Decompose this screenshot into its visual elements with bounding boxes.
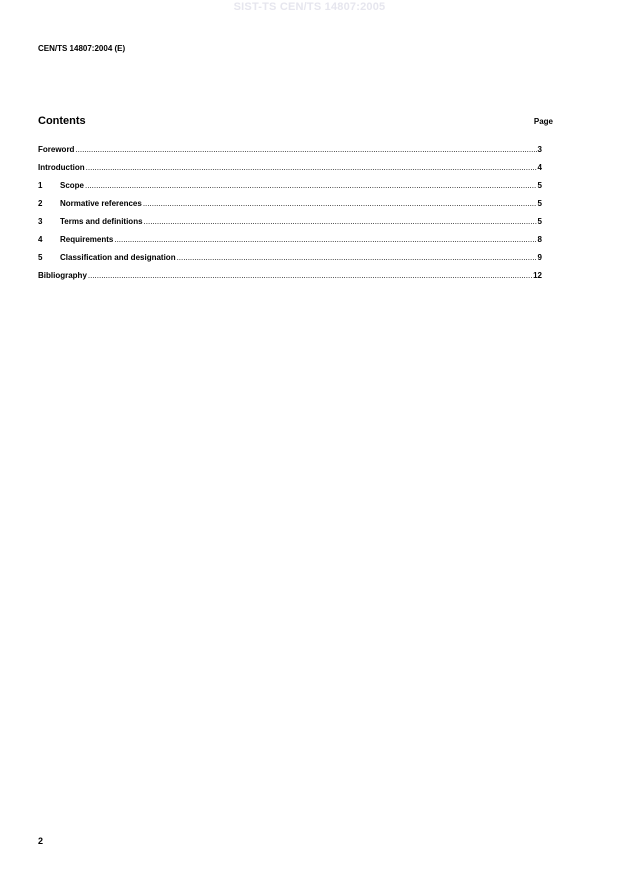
toc-entry-page: 12 [533,271,542,280]
toc-entry-title: Classification and designation [60,253,176,262]
dot-leader [143,199,537,208]
watermark: SIST-TS CEN/TS 14807:2005 [233,1,386,13]
dot-leader [177,253,537,262]
dot-leader [88,271,532,280]
toc-entry-number: 5 [38,253,43,262]
contents-header [38,115,553,131]
table-of-contents [38,136,542,280]
dot-leader [85,181,537,190]
toc-entry-page: 8 [537,235,542,244]
toc-entry-page: 3 [537,145,542,154]
toc-entry-scope[interactable] [38,172,542,190]
toc-entry-bibliography[interactable] [38,262,542,280]
toc-entry-title: Foreword [38,145,75,154]
toc-entry-classification-and-designation[interactable] [38,244,542,262]
toc-entry-normative-references[interactable] [38,190,542,208]
toc-entry-title: Bibliography [38,271,87,280]
toc-entry-title: Requirements [60,235,114,244]
toc-entry-number: 2 [38,199,43,208]
toc-entry-page: 5 [537,199,542,208]
page-number: 2 [38,836,44,846]
toc-entry-title: Scope [60,181,85,190]
toc-entry-page: 9 [537,253,542,262]
dot-leader [144,217,537,226]
toc-entry-introduction[interactable] [38,154,542,172]
toc-entry-number: 3 [38,217,43,226]
toc-entry-page: 5 [537,181,542,190]
dot-leader [75,145,536,154]
dot-leader [86,163,537,172]
toc-entry-requirements[interactable] [38,226,542,244]
page-column-label: Page [533,117,553,126]
dot-leader [114,235,536,244]
toc-entry-number: 1 [38,181,43,190]
toc-entry-page: 5 [537,217,542,226]
toc-entry-title: Terms and definitions [60,217,143,226]
toc-entry-title: Normative references [60,199,142,208]
toc-entry-title: Introduction [38,163,85,172]
toc-entry-number: 4 [38,235,43,244]
toc-entry-foreword[interactable] [38,136,542,154]
document-reference: CEN/TS 14807:2004 (E) [38,44,126,53]
toc-entry-page: 4 [537,163,542,172]
toc-entry-terms-and-definitions[interactable] [38,208,542,226]
contents-title: Contents [38,115,86,127]
